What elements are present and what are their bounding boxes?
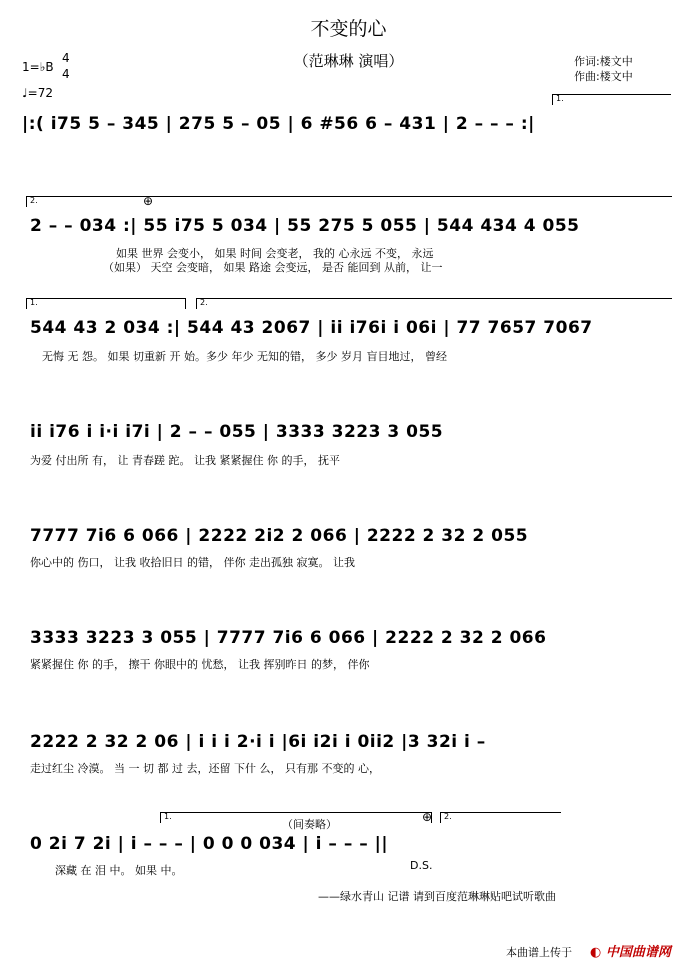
lyrics-verse-2: （如果） 天空 会变暗， 如果 路途 会变远， 是否 能回到 从前， 让一 xyxy=(103,261,443,274)
lyrics-verse-1: 紧紧握住 你 的手， 擦干 你眼中的 忧愁， 让我 挥别昨日 的梦， 伴你 xyxy=(30,658,370,671)
composer-credit: 作曲:楼文中 xyxy=(574,70,633,83)
notation-row: 3333 3223 3 055 | 7777 7i6 6 066 | 2222 2 32 2 066 xyxy=(30,628,547,648)
logo-icon: ◐ xyxy=(590,945,602,960)
volta-bracket: 1. xyxy=(552,94,671,105)
notation-row: |:( i75 5 – 345 | 275 5 – 05 | 6 #56 6 – 431 | 2 – – – :| xyxy=(22,114,535,134)
notation-row: 544 43 2 034 :| 544 43 2067 | ii i76i i 06i | 77 7657 7067 xyxy=(30,318,593,338)
volta-bracket-1: 1. xyxy=(26,298,186,309)
lyrics-verse-1: 如果 世界 会变小， 如果 时间 会变老， 我的 心永远 不变， 永远 xyxy=(116,247,434,260)
lyrics-verse-1: 无悔 无 怨。 如果 切重新 开 始。多少 年少 无知的错， 多少 岁月 盲目地过， 曾经 xyxy=(42,350,447,363)
score-line-5 xyxy=(0,522,697,592)
time-signature-top: 4 xyxy=(62,51,70,65)
notation-row: 2 – – 034 :| 55 i75 5 034 | 55 275 5 055 | 544 434 4 055 xyxy=(30,216,580,236)
site-logo-text: 中国曲谱网 xyxy=(605,945,671,960)
score-line-4 xyxy=(0,418,697,488)
dal-segno-mark: D.S. xyxy=(410,859,433,872)
time-signature-bottom: 4 xyxy=(62,67,70,81)
interlude-note: （间奏略） xyxy=(282,818,337,831)
score-line-2 xyxy=(0,194,697,280)
key-signature: 1=♭B xyxy=(22,60,54,74)
tempo-mark: ♩=72 xyxy=(22,86,53,100)
performer-subtitle: （范琳琳 演唱） xyxy=(293,52,404,70)
notation-row: 0 2i 7 2i | i – – – | 0 0 0 034 | i – – – || xyxy=(30,834,389,854)
score-line-7 xyxy=(0,728,697,798)
volta-bracket-2: 2. xyxy=(440,812,561,823)
notation-row: 7777 7i6 6 066 | 2222 2i2 2 066 | 2222 2 32 2 055 xyxy=(30,526,529,546)
site-logo xyxy=(590,941,671,960)
time-signature xyxy=(62,50,70,82)
song-title: 不变的心 xyxy=(310,18,387,40)
coda-sign-icon: ⊕ xyxy=(143,194,154,208)
score-line-1 xyxy=(0,94,697,178)
volta-bracket-2: 2. xyxy=(196,298,672,309)
lyricist-credit: 作词:楼文中 xyxy=(574,55,633,68)
upload-note: 本曲谱上传于 xyxy=(506,946,572,959)
score-line-6 xyxy=(0,624,697,694)
transcriber-credit: ——绿水青山 记谱 请到百度范琳琳贴吧试听歌曲 xyxy=(318,890,556,903)
notation-row: ii i76 i i·i i7i | 2 – – 055 | 3333 3223 3 055 xyxy=(30,422,444,442)
score-line-3 xyxy=(0,298,697,380)
lyrics-verse-1: 深藏 在 泪 中。 如果 中。 xyxy=(55,864,183,877)
volta-bracket: 2. xyxy=(26,196,672,207)
notation-row: 2222 2 32 2 06 | i i i 2·i i |6i i2i i 0ii2 |3 32i i – xyxy=(30,732,486,752)
coda-sign-icon: ⊕ xyxy=(422,810,433,824)
volta-bracket-1: 1. xyxy=(160,812,432,823)
lyrics-verse-1: 为爱 付出所 有， 让 青春蹉 跎。 让我 紧紧握住 你 的手， 抚平 xyxy=(30,454,340,467)
lyrics-verse-1: 走过红尘 冷漠。 当 一 切 都 过 去，还留 下什 么， 只有那 不变的 心， xyxy=(30,762,380,775)
lyrics-verse-1: 你心中的 伤口， 让我 收拾旧日 的错， 伴你 走出孤独 寂寞。 让我 xyxy=(30,556,355,569)
